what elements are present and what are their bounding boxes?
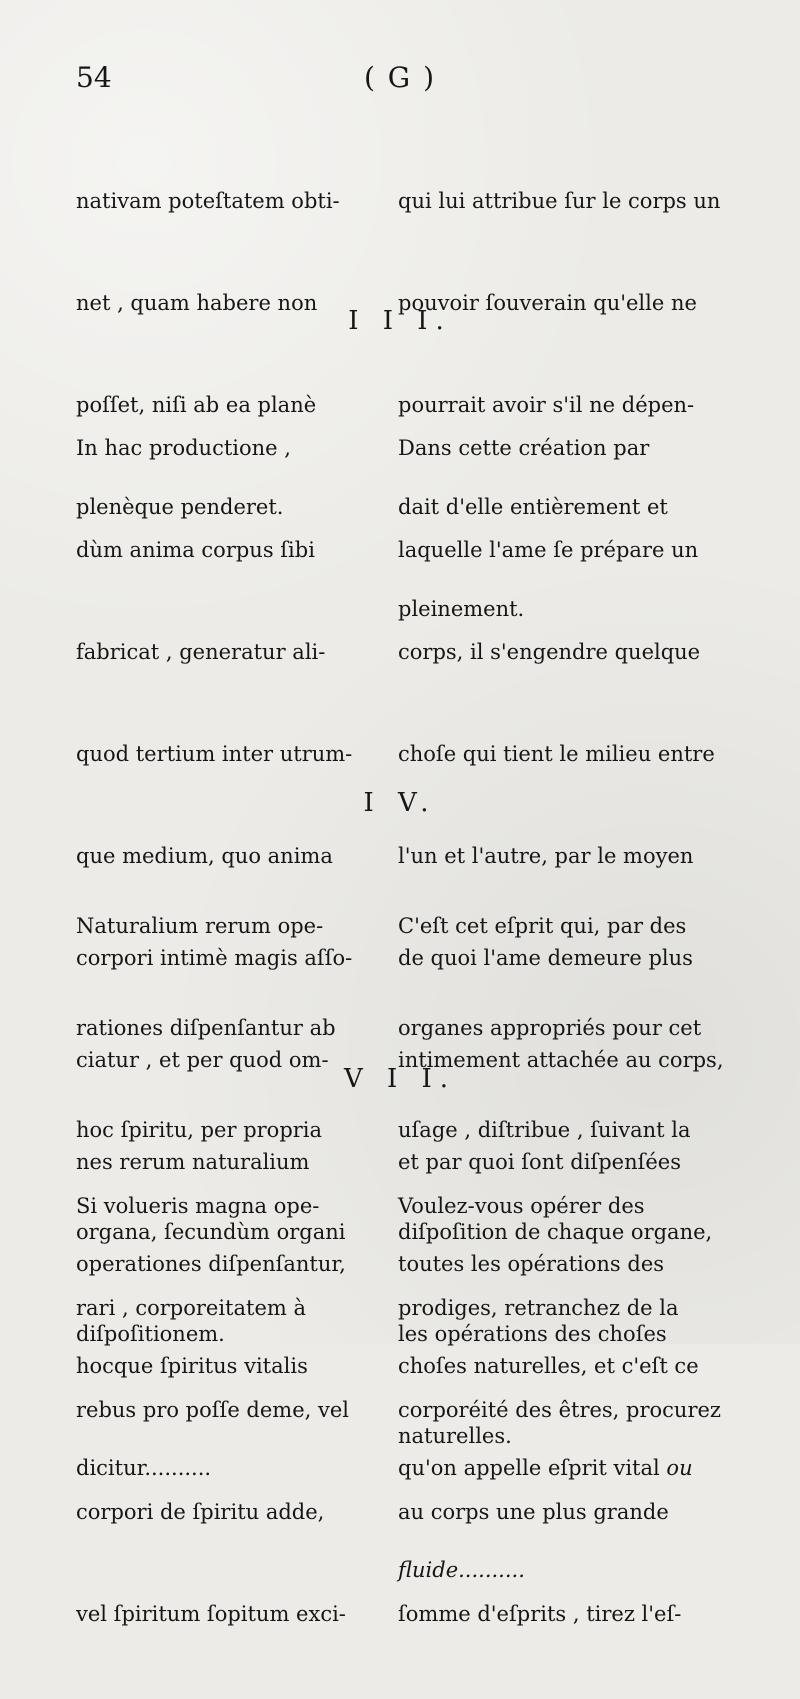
french-line: l'un et l'autre, par le moyen <box>398 844 694 868</box>
section-numeral-seven: V I I. <box>343 1064 457 1094</box>
french-line: pourrait avoir s'il ne dépen- <box>398 393 695 417</box>
french-line: pouvoir ſouverain qu'elle ne <box>398 291 697 315</box>
french-line: et par quoi ſont diſpenſées <box>398 1150 682 1174</box>
french-line: diſpoſition de chaque organe, <box>398 1220 713 1244</box>
latin-line: quod tertium inter utrum- <box>76 742 353 766</box>
french-line: ſomme d'eſprits , tirez l'eſ- <box>398 1602 682 1626</box>
running-head: ( G ) <box>363 61 436 94</box>
latin-line: dùm anima corpus ſibi <box>76 538 315 562</box>
french-line: C'eſt cet eſprit qui, par des <box>398 914 687 938</box>
latin-line: que medium, quo anima <box>76 844 333 868</box>
latin-line: organa, ſecundùm organi <box>76 1220 346 1244</box>
latin-line: In hac productione , <box>76 436 291 460</box>
french-line: corporéité des êtres, procurez <box>398 1398 721 1422</box>
latin-line: rebus pro poſſe deme, vel <box>76 1398 349 1422</box>
french-line: choſe qui tient le milieu entre <box>398 742 715 766</box>
latin-line: nes rerum naturalium <box>76 1150 310 1174</box>
latin-line: plenèque penderet. <box>76 495 284 519</box>
latin-line: rationes diſpenſantur ab <box>76 1016 336 1040</box>
latin-line: Si volueris magna ope- <box>76 1194 320 1218</box>
french-line: naturelles. <box>398 1424 512 1448</box>
french-line: choſes naturelles, et c'eſt ce <box>398 1354 699 1378</box>
french-line: Voulez-vous opérer des <box>398 1194 645 1218</box>
latin-line: net , quam habere non <box>76 291 318 315</box>
latin-line: fabricat , generatur ali- <box>76 640 326 664</box>
latin-line: corpori de ſpiritu adde, <box>76 1500 325 1524</box>
french-line: au corps une plus grande <box>398 1500 669 1524</box>
french-line: uſage , diſtribue , ſuivant la <box>398 1118 691 1142</box>
section-numeral-four: I V. <box>363 788 437 818</box>
french-line: organes appropriés pour cet <box>398 1016 702 1040</box>
latin-column <box>76 1121 378 1699</box>
latin-line: rari , corporeitatem à <box>76 1296 306 1320</box>
latin-line: vel ſpiritum ſopitum exci- <box>76 1602 346 1626</box>
latin-line: hoc ſpiritu, per propria <box>76 1118 323 1142</box>
french-line: prodiges, retranchez de la <box>398 1296 679 1320</box>
latin-line: hocque ſpiritus vitalis <box>76 1354 308 1378</box>
french-line: les opérations des choſes <box>398 1322 667 1346</box>
french-line: pleinement. <box>398 597 525 621</box>
latin-line: operationes diſpenſantur, <box>76 1252 346 1276</box>
french-line: fluide.......... <box>398 1558 525 1582</box>
french-line: laquelle l'ame ſe prépare un <box>398 538 699 562</box>
latin-line: corpori intimè magis aſſo- <box>76 946 353 970</box>
french-line: de quoi l'ame demeure plus <box>398 946 693 970</box>
page-number: 54 <box>76 61 112 94</box>
latin-line: ciatur , et per quod om- <box>76 1048 329 1072</box>
french-line: corps, il s'engendre quelque <box>398 640 701 664</box>
section-numeral-three: I I I. <box>348 306 452 336</box>
french-line: intimement attachée au corps, <box>398 1048 724 1072</box>
latin-line: dicitur.......... <box>76 1456 212 1480</box>
latin-line: poſſet, niſi ab ea planè <box>76 393 317 417</box>
latin-line: Naturalium rerum ope- <box>76 914 324 938</box>
latin-line: nativam poteſtatem obti- <box>76 189 340 213</box>
french-line: Dans cette création par <box>398 436 650 460</box>
french-line-text: qu'on appelle eſprit vital <box>398 1456 660 1480</box>
french-line: qui lui attribue ſur le corps un <box>398 189 721 213</box>
latin-line: diſpoſitionem. <box>76 1322 225 1346</box>
french-column <box>398 1121 738 1699</box>
page-header <box>0 56 800 100</box>
french-line: toutes les opérations des <box>398 1252 665 1276</box>
french-line: dait d'elle entièrement et <box>398 495 668 519</box>
french-line-italic-suffix: ou <box>666 1456 693 1480</box>
